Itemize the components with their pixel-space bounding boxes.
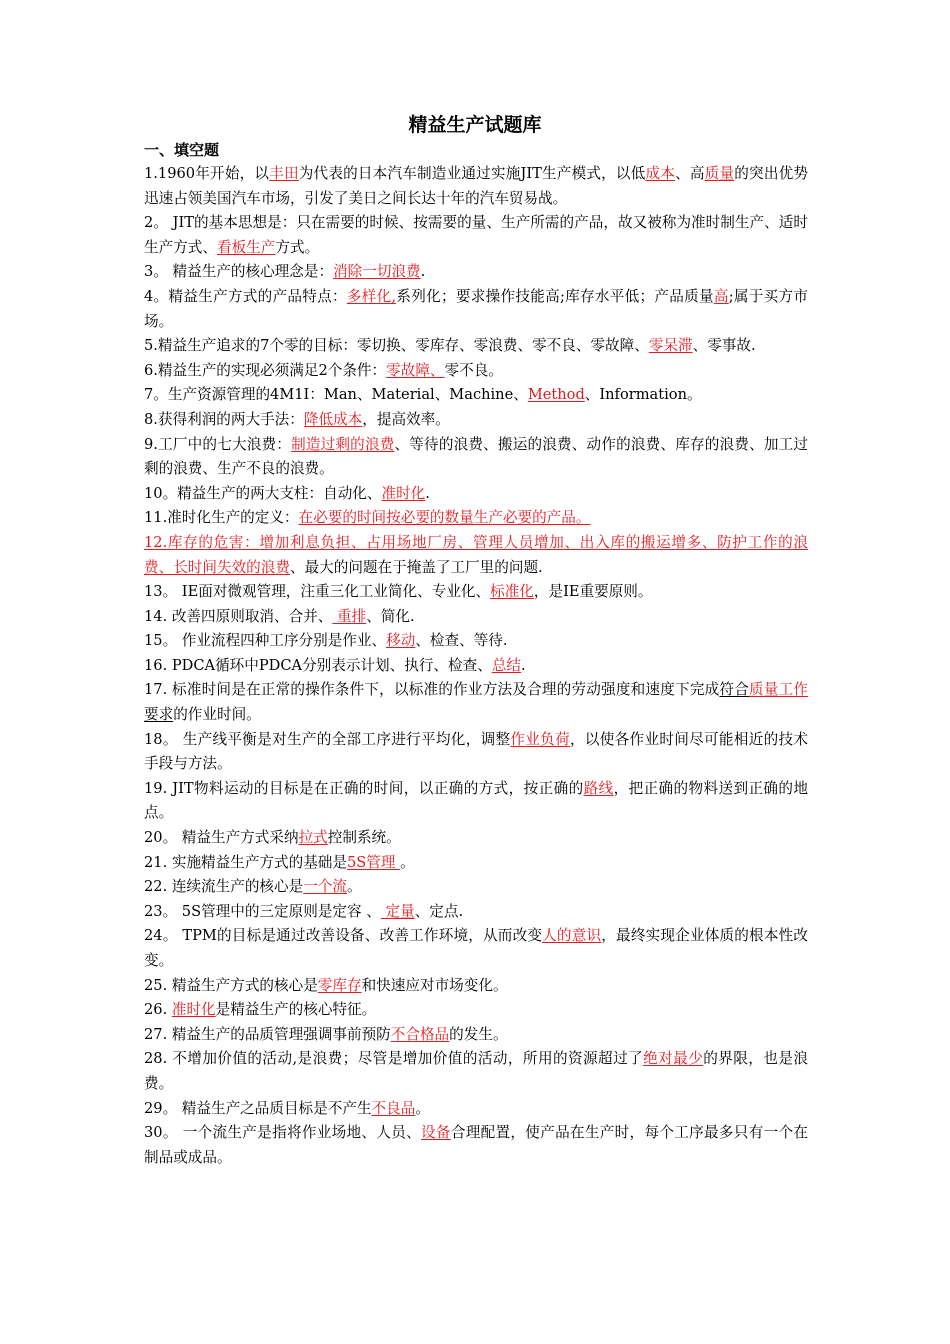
question-text: 20。 精益生产方式采纳 [144, 829, 299, 847]
question-text: ，把正确的物料送到正确的地点。 [144, 779, 808, 822]
question-item [144, 900, 808, 925]
answer-text: 重排 [332, 607, 367, 625]
question-text: 5.精益生产追求的7个零的目标：零切换、零库存、零浪费、零不良、零故障、 [144, 337, 649, 355]
question-text: 控制系统。 [327, 829, 401, 847]
underlined-text: 符合 [719, 681, 749, 699]
answer-text: 成本 [645, 165, 676, 182]
question-item [144, 433, 808, 482]
question-item [144, 826, 808, 851]
question-text: 、等待的浪费、搬运的浪费、动作的浪费、库存的浪费、加工过剩的浪费、生产不良的浪费。 [144, 435, 808, 478]
question-text: 13。 IE面对微观管理，注重三化工业简化、专业化、 [144, 583, 491, 601]
question-item [144, 285, 808, 334]
answer-text: 制造过剩的浪费 [291, 435, 395, 453]
question-text: 的作业时间。 [173, 706, 261, 724]
question-text: 。 [347, 878, 362, 896]
question-text: 、检查、等待. [415, 632, 508, 650]
question-item [144, 924, 808, 973]
question-item [144, 383, 808, 408]
section-heading: 一、填空题 [144, 141, 220, 159]
question-text: 17. 标准时间是在正常的操作条件下，以标准的作业方法及合理的劳动强度和速度下完成 [144, 681, 720, 699]
answer-text: 丰田 [269, 165, 299, 182]
answer-text: 在必要的时间按必要的数量生产必要的产品。 [298, 509, 591, 527]
answer-text: 移动 [386, 632, 416, 650]
question-text: 1.1960年开始，以 [144, 165, 270, 182]
question-text: 、高 [675, 165, 705, 182]
question-text: 的突出优势迅速占领美国汽车市场，引发了美日之间长达十年的汽车贸易战。 [144, 165, 808, 207]
question-item [144, 974, 808, 999]
question-text: 24。 TPM的目标是通过改善设备、改善工作环境，从而改变 [144, 927, 543, 945]
question-text: 28. 不增加价值的活动,是浪费；尽管是增加价值的活动，所用的资源超过了 [144, 1050, 644, 1068]
answer-text: 一个流 [303, 878, 347, 896]
question-item [144, 260, 808, 285]
question-item [144, 408, 808, 433]
question-item [144, 605, 808, 630]
question-text: 、简化. [366, 607, 415, 625]
answer-text: 零库存 [317, 976, 362, 994]
question-item [144, 162, 808, 211]
question-text: 18。 生产线平衡是对生产的全部工序进行平均化，调整 [144, 730, 511, 748]
question-text: 14. 改善四原则取消、合并、 [144, 607, 333, 625]
question-text: 为代表的日本汽车制造业通过实施JIT生产模式，以低 [298, 165, 646, 182]
question-item [144, 629, 808, 654]
answer-text: 作业负荷 [510, 730, 570, 748]
question-text: 和快速应对市场变化。 [361, 976, 508, 994]
question-text: . [521, 656, 526, 674]
answer-text: 路线 [583, 779, 614, 797]
question-text: 、定点. [414, 902, 464, 920]
question-item [144, 1121, 808, 1170]
question-text: 19. JIT物料运动的目标是在正确的时间，以正确的方式，按正确的 [144, 779, 584, 797]
question-text: 26. [144, 1001, 172, 1019]
question-text: 的界限，也是浪费。 [144, 1050, 808, 1092]
answer-text: 5S管理 [346, 853, 401, 871]
question-item [144, 334, 808, 359]
question-text: 6.精益生产的实现必须满足2个条件： [144, 361, 387, 379]
question-text: 11.准时化生产的定义： [144, 509, 299, 527]
question-item [144, 1023, 808, 1048]
question-item [144, 211, 808, 260]
answer-text: 质量工作 [749, 681, 808, 699]
question-text: 22. 连续流生产的核心是 [144, 878, 304, 896]
underlined-text: 要求 [144, 706, 174, 724]
answer-text: 降低成本 [303, 410, 363, 428]
question-text: 10。精益生产的两大支柱：自动化、 [144, 484, 382, 502]
question-text: 8.获得利润的两大手法： [144, 410, 304, 428]
question-text: ，最终实现企业体质的根本性改变。 [144, 927, 808, 969]
question-text: . [425, 484, 430, 502]
question-item [144, 1047, 808, 1096]
question-item [144, 580, 808, 605]
answer-text: 准时化 [381, 484, 426, 502]
question-text: 27. 精益生产的品质管理强调事前预防 [144, 1025, 391, 1043]
question-list [144, 162, 808, 1170]
answer-text: 看板生产 [216, 238, 276, 256]
question-item [144, 678, 808, 727]
answer-text: 质量 [704, 165, 735, 182]
question-text: 、零事故. [692, 337, 756, 355]
question-text: 的发生。 [449, 1025, 508, 1043]
question-text: 、Information。 [584, 386, 702, 404]
answer-text: 不合格品 [390, 1025, 450, 1043]
question-text: 合理配置，使产品在生产时，每个工序最多只有一个在制品或成品。 [144, 1124, 808, 1166]
question-item [144, 851, 808, 876]
question-text: 3。 精益生产的核心理念是： [144, 263, 334, 281]
question-text: 是精益生产的核心特征。 [215, 1001, 377, 1019]
question-item [144, 875, 808, 900]
answer-text: 设备 [421, 1124, 451, 1142]
question-text: ，以使各作业时间尽可能相近的技术手段与方法。 [144, 730, 808, 773]
answer-text: Method [527, 386, 585, 404]
question-item [144, 998, 808, 1023]
question-text: 。 [400, 853, 415, 871]
question-text: 零不良。 [444, 361, 503, 379]
question-item [144, 1097, 808, 1122]
answer-text: 不良品 [371, 1099, 416, 1117]
question-item [144, 359, 808, 384]
question-item [144, 777, 808, 826]
question-text: 2。 JIT的基本思想是：只在需要的时候、按需要的量、生产所需的产品，故又被称为准时制生产、适时生产方式、 [144, 214, 808, 256]
answer-text: 总结 [491, 656, 522, 674]
question-text: ;属于买方市场。 [144, 287, 808, 330]
answer-text: 定量 [380, 902, 415, 920]
question-text: 4。精益生产方式的产品特点： [144, 287, 347, 305]
question-item [144, 482, 808, 507]
page-title: 精益生产试题库 [408, 114, 542, 136]
question-text: 15。 作业流程四种工序分别是作业、 [144, 632, 387, 650]
question-item [144, 654, 808, 679]
answer-text: 高 [713, 287, 729, 305]
question-item [144, 506, 808, 531]
question-text: 23。 5S管理中的三定原则是定容 、 [144, 902, 381, 920]
question-text: 7。生产资源管理的4M1I：Man、Material、Machine、 [144, 386, 528, 404]
answer-text: 多样化, [346, 287, 397, 305]
question-text: 16. PDCA循环中PDCA分别表示计划、执行、检查、 [144, 656, 492, 674]
question-text: 。 [415, 1099, 430, 1117]
answer-text: 零呆滞 [648, 337, 693, 355]
question-text: 系列化；要求操作技能高;库存水平低；产品质量 [396, 287, 714, 305]
answer-text: 消除一切浪费 [333, 263, 421, 281]
answer-text: 标准化 [490, 583, 534, 601]
question-text: 、最大的问题在于掩盖了工厂里的问题. [289, 558, 543, 576]
question-item [144, 728, 808, 777]
answer-text: 零故障、 [386, 361, 445, 379]
question-text: ，提高效率。 [362, 410, 450, 428]
answer-text: 增加利息负担、占用场地厂房、管理人员增加、出入库的搬运增多、防护工作的浪费、长时间失效的浪费 [144, 533, 808, 576]
question-text: 9.工厂中的七大浪费： [144, 435, 292, 453]
question-item [144, 531, 808, 580]
answer-text: 人的意识 [542, 927, 602, 945]
answer-text: 拉式 [298, 829, 328, 847]
question-text: ，是IE重要原则。 [533, 583, 653, 601]
question-text: 30。 一个流生产是指将作业场地、人员、 [144, 1124, 422, 1142]
answer-text: 准时化 [171, 1001, 216, 1019]
answer-text: 12.库存的危害： [144, 533, 260, 551]
question-text: 方式。 [275, 238, 320, 256]
question-text: . [420, 263, 426, 281]
question-text: 29。 精益生产之品质目标是不产生 [144, 1099, 372, 1117]
question-text: 21. 实施精益生产方式的基础是 [144, 853, 347, 871]
question-text: 25. 精益生产方式的核心是 [144, 976, 318, 994]
answer-text: 绝对最少 [643, 1050, 704, 1068]
